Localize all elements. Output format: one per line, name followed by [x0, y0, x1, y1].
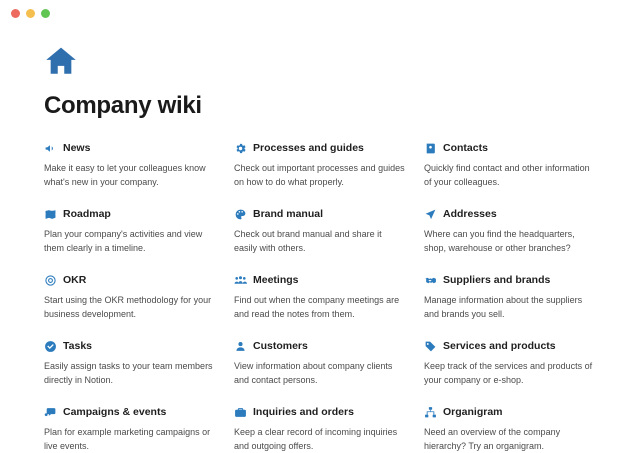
card-description: Where can you find the headquarters, shop, warehouse or other branches?: [424, 229, 575, 253]
card-meetings[interactable]: [234, 274, 406, 321]
page-title: Company wiki: [44, 92, 202, 119]
card-customers[interactable]: [234, 340, 406, 387]
card-description: Make it easy to let your colleagues know what's new in your company.: [44, 163, 206, 187]
card-description: Plan for example marketing campaigns or live events.: [44, 427, 211, 451]
card-title: Contacts: [443, 142, 488, 154]
map-icon: [44, 208, 57, 221]
gear-icon: [234, 142, 247, 155]
card-title: Campaigns & events: [63, 406, 167, 418]
card-header: [44, 274, 216, 287]
card-header: [44, 340, 216, 353]
card-addresses[interactable]: [424, 208, 596, 255]
card-description: View information about company clients and contact persons.: [234, 361, 393, 385]
title-bar: [0, 0, 640, 26]
card-description: Start using the OKR methodology for your business development.: [44, 295, 212, 319]
card-description: Find out when the company meetings are and read the notes from them.: [234, 295, 400, 319]
card-organigram[interactable]: [424, 406, 596, 453]
card-header: [424, 340, 596, 353]
page-content: [0, 26, 640, 453]
megaphone-icon: [44, 142, 57, 155]
card-header: [424, 274, 596, 287]
card-header: [424, 406, 596, 419]
handshake-icon: [424, 274, 437, 287]
card-brand-manual[interactable]: [234, 208, 406, 255]
card-header: [234, 406, 406, 419]
card-tasks[interactable]: [44, 340, 216, 387]
card-title: Addresses: [443, 208, 497, 220]
card-suppliers-and-brands[interactable]: [424, 274, 596, 321]
card-header: [44, 208, 216, 221]
card-description: Plan your company's activities and view them clearly in a timeline.: [44, 229, 203, 253]
card-header: [424, 142, 596, 155]
zoom-window-button[interactable]: [41, 9, 50, 18]
card-title: Processes and guides: [253, 142, 364, 154]
card-header: [44, 406, 216, 419]
card-title: Meetings: [253, 274, 299, 286]
card-title: OKR: [63, 274, 87, 286]
target-icon: [44, 274, 57, 287]
card-roadmap[interactable]: [44, 208, 216, 255]
card-inquiries-and-orders[interactable]: [234, 406, 406, 453]
minimize-window-button[interactable]: [26, 9, 35, 18]
card-grid: [44, 142, 596, 453]
sitemap-icon: [424, 406, 437, 419]
card-header: [234, 142, 406, 155]
palette-icon: [234, 208, 247, 221]
card-processes-and-guides[interactable]: [234, 142, 406, 189]
tag-icon: [424, 340, 437, 353]
card-header: [424, 208, 596, 221]
card-title: Tasks: [63, 340, 92, 352]
card-title: Brand manual: [253, 208, 324, 220]
card-news[interactable]: [44, 142, 216, 189]
card-okr[interactable]: [44, 274, 216, 321]
close-window-button[interactable]: [11, 9, 20, 18]
card-header: [44, 142, 216, 155]
address-book-icon: [424, 142, 437, 155]
card-description: Need an overview of the company hierarchy? Try an organigram.: [424, 427, 561, 451]
card-description: Check out important processes and guides on how to do what properly.: [234, 163, 405, 187]
people-icon: [234, 274, 247, 287]
card-header: [234, 208, 406, 221]
card-description: Keep track of the services and products of your company or e-shop.: [424, 361, 593, 385]
card-contacts[interactable]: [424, 142, 596, 189]
card-description: Quickly find contact and other information of your colleagues.: [424, 163, 590, 187]
card-title: Roadmap: [63, 208, 111, 220]
card-title: Customers: [253, 340, 308, 352]
card-header: [234, 274, 406, 287]
card-services-and-products[interactable]: [424, 340, 596, 387]
card-title: News: [63, 142, 91, 154]
card-title: Organigram: [443, 406, 503, 418]
briefcase-icon: [234, 406, 247, 419]
card-title: Suppliers and brands: [443, 274, 551, 286]
card-header: [234, 340, 406, 353]
user-icon: [234, 340, 247, 353]
house-icon: [44, 44, 596, 84]
card-description: Keep a clear record of incoming inquiries and outgoing offers.: [234, 427, 398, 451]
check-circle-icon: [44, 340, 57, 353]
card-description: Manage information about the suppliers and brands you sell.: [424, 295, 583, 319]
card-title: Services and products: [443, 340, 556, 352]
card-title: Inquiries and orders: [253, 406, 354, 418]
speech-bubble-icon: [44, 406, 57, 419]
card-campaigns-and-events[interactable]: [44, 406, 216, 453]
card-description: Check out brand manual and share it easily with others.: [234, 229, 382, 253]
location-pin-icon: [424, 208, 437, 221]
card-description: Easily assign tasks to your team members directly in Notion.: [44, 361, 213, 385]
